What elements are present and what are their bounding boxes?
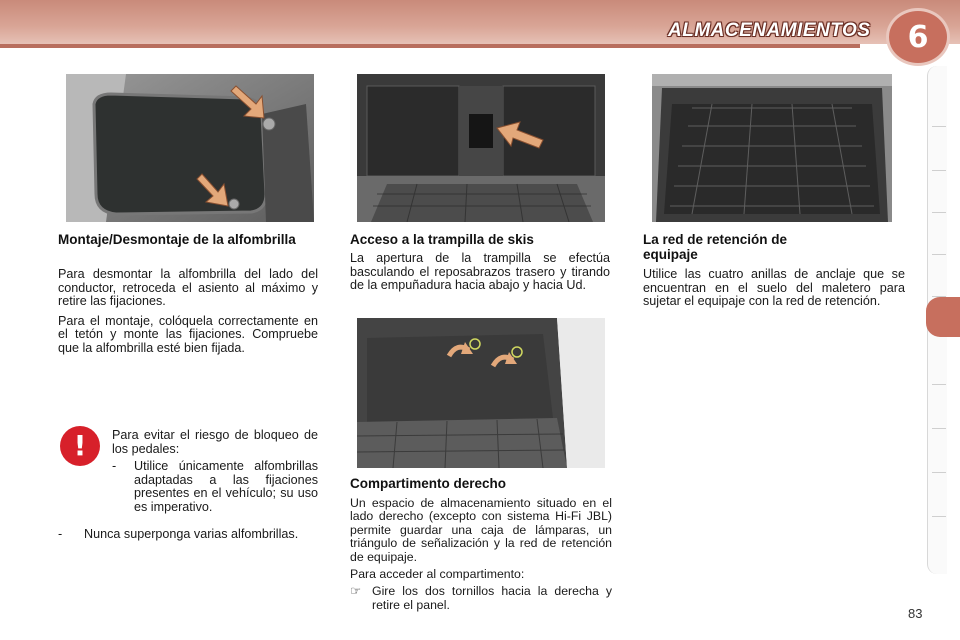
section-heading-luggage-net: La red de retención de equipaje (643, 232, 788, 262)
tab-divider (932, 170, 946, 171)
section-body-luggage-net (643, 268, 905, 315)
pointing-hand-icon: ☞ (350, 584, 362, 599)
header-rule (0, 44, 860, 48)
luggage-net-photo (652, 74, 892, 222)
warning-text-cont (58, 528, 318, 542)
list-item-text: Nunca superponga varias alfombrillas. (84, 527, 299, 541)
paragraph: Para evitar el riesgo de bloqueo de los pedales: (112, 428, 318, 456)
instruction-step (350, 585, 612, 612)
section-body-ski-hatch (350, 252, 610, 299)
page-number: 83 (908, 606, 923, 621)
right-compartment-photo (357, 318, 605, 468)
tab-divider (932, 428, 946, 429)
warning-list-item (112, 460, 318, 514)
paragraph: La apertura de la trampilla se efectúa basculando el reposabrazos trasero y tirando de la empuñadura hacia abajo y hacia Ud. (350, 251, 610, 293)
chapter-badge (886, 8, 950, 66)
exclamation-mark: ! (73, 429, 87, 462)
tab-divider (932, 516, 946, 517)
tab-divider (932, 254, 946, 255)
section-heading-right-compartment: Compartimento derecho (350, 476, 507, 491)
paragraph: Utilice las cuatro anillas de anclaje que se encuentran en el suelo del maletero para sujetar el equipaje con la red de retención. (643, 267, 905, 309)
ski-hatch-photo (357, 74, 605, 222)
dash-bullet: - (112, 459, 117, 474)
list-item-text: Utilice únicamente alfombrillas adaptadas a las fijaciones presentes en el vehículo; su uso es imperativo. (134, 459, 318, 514)
section-body-floor-mat (58, 268, 318, 362)
section-heading-ski-hatch: Acceso a la trampilla de skis (350, 232, 534, 247)
step-text: Gire los dos tornillos hacia la derecha y retire el panel. (372, 584, 612, 612)
paragraph: Para desmontar la alfombrilla del lado del conductor, retroceda el asiento al máximo y retire las fijaciones. (58, 267, 318, 309)
paragraph: Para el montaje, colóquela correctamente en el tetón y monte las fijaciones. Compruebe que la alfombrilla esté bien fijada. (58, 313, 318, 355)
tab-divider (932, 126, 946, 127)
tab-divider (932, 212, 946, 213)
warning-list-item (58, 528, 318, 542)
page-title: ALMACENAMIENTOS (668, 20, 871, 41)
chapter-number: 6 (907, 19, 929, 55)
paragraph: Para acceder al compartimento: (350, 567, 525, 582)
warning-exclamation-icon (60, 426, 100, 466)
dash-bullet: - (58, 527, 63, 541)
floor-mat-photo (66, 74, 314, 222)
paragraph: Un espacio de almacenamiento situado en el lado derecho (excepto con sistema Hi-Fi JBL) permite guardar una caja de lámparas, un triángulo de señalización y la red de retención de equipaje. (350, 496, 612, 564)
section-heading-floor-mat: Montaje/Desmontaje de la alfombrilla (58, 232, 296, 247)
tab-divider (932, 472, 946, 473)
chapter-tab-active (926, 297, 960, 337)
section-body-right-compartment (350, 497, 612, 612)
warning-text (112, 429, 318, 515)
tab-divider (932, 384, 946, 385)
